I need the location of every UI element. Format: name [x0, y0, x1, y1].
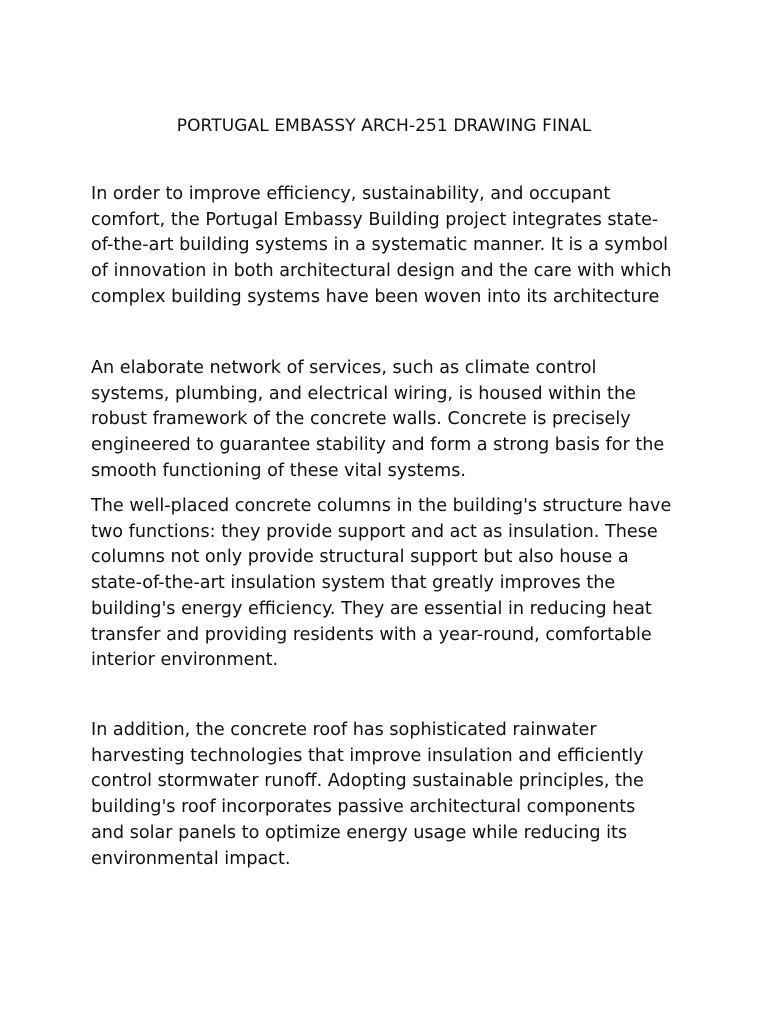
paragraph-line: two functions: they provide support and act as insulation. These	[91, 521, 658, 542]
paragraph-line: building's energy efficiency. They are essential in reducing heat	[91, 598, 652, 619]
paragraph-line: columns not only provide structural support but also house a	[91, 547, 629, 568]
document-title: PORTUGAL EMBASSY ARCH-251 DRAWING FINAL	[176, 116, 592, 136]
paragraph-line: comfort, the Portugal Embassy Building project integrates state-	[91, 209, 659, 230]
paragraph-line: The well-placed concrete columns in the building's structure have	[91, 496, 672, 516]
paragraph-line: In addition, the concrete roof has sophisticated rainwater	[91, 720, 597, 740]
paragraph-line: systems, plumbing, and electrical wiring, is housed within the	[91, 383, 636, 404]
paragraph-line: transfer and providing residents with a year-round, comfortable	[91, 624, 652, 645]
paragraph-line: interior environment.	[91, 650, 279, 671]
paragraph-concrete-columns	[91, 494, 691, 674]
paragraph-line: state-of-the-art insulation system that greatly improves the	[91, 573, 616, 594]
paragraph-line: engineered to guarantee stability and form a strong basis for the	[91, 435, 665, 456]
paragraph-line: An elaborate network of services, such as climate control	[91, 358, 597, 378]
paragraph-concrete-roof	[91, 718, 691, 872]
paragraph-line: In order to improve efficiency, sustainability, and occupant	[91, 184, 611, 204]
paragraph-line: building's roof incorporates passive architectural components	[91, 797, 636, 818]
paragraph-line: harvesting technologies that improve insulation and efficiently	[91, 745, 644, 766]
paragraph-line: of-the-art building systems in a systematic manner. It is a symbol	[91, 235, 669, 256]
paragraph-line: of innovation in both architectural design and the care with which	[91, 261, 672, 282]
paragraph-line: environmental impact.	[91, 848, 291, 869]
paragraph-line: complex building systems have been woven into its architecture	[91, 286, 660, 307]
paragraph-intro	[91, 182, 691, 311]
paragraph-concrete-walls	[91, 356, 691, 485]
paragraph-line: control stormwater runoff. Adopting sustainable principles, the	[91, 771, 644, 792]
paragraph-line: robust framework of the concrete walls. Concrete is precisely	[91, 409, 631, 430]
paragraph-line: smooth functioning of these vital systems.	[91, 460, 466, 481]
paragraph-line: and solar panels to optimize energy usage while reducing its	[91, 822, 628, 843]
